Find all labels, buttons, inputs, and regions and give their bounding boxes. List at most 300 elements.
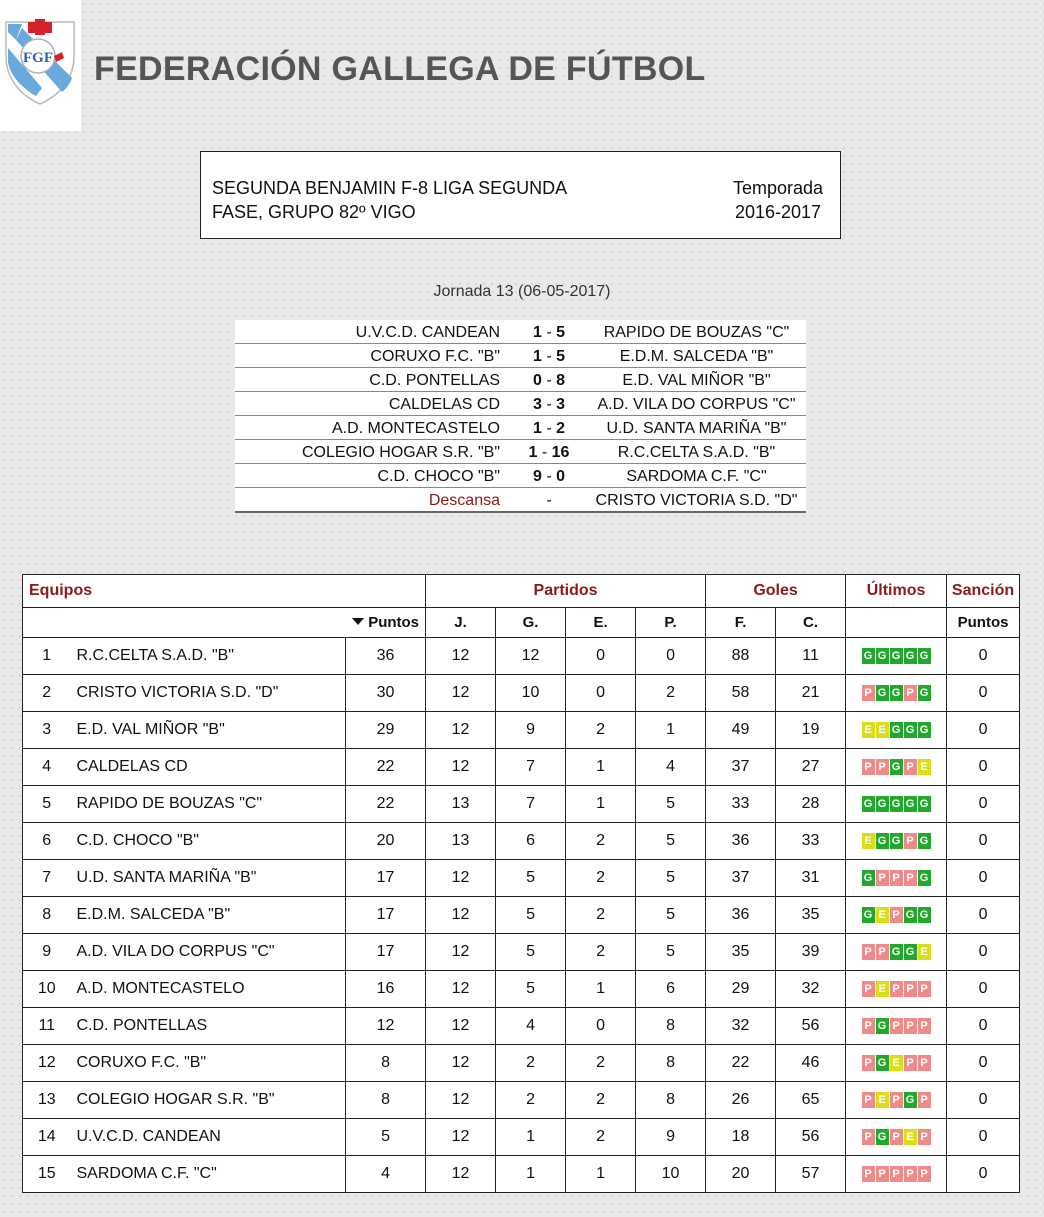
- won: 2: [496, 1045, 566, 1082]
- form-badge: P: [890, 1129, 903, 1145]
- result-row: [235, 320, 806, 344]
- recent-form: [846, 860, 947, 897]
- form-badge: P: [862, 1129, 875, 1145]
- team-name[interactable]: COLEGIO HOGAR S.R. "B": [71, 1082, 346, 1119]
- sancion-points: 0: [947, 897, 1020, 934]
- standings-table: [22, 574, 1020, 1193]
- lost: 0: [636, 638, 706, 675]
- team-name[interactable]: SARDOMA C.F. "C": [71, 1156, 346, 1193]
- form-badge: G: [876, 685, 889, 701]
- competition-name-line2: FASE, GRUPO 82º VIGO: [212, 202, 416, 222]
- points: 30: [346, 675, 426, 712]
- sancion-points: 0: [947, 860, 1020, 897]
- points: 20: [346, 823, 426, 860]
- away-goals: 2: [556, 420, 566, 437]
- won: 5: [496, 860, 566, 897]
- standings-row: [23, 638, 1020, 675]
- home-team[interactable]: U.V.C.D. CANDEAN: [355, 324, 500, 341]
- goals-against: 39: [776, 934, 846, 971]
- home-team[interactable]: CALDELAS CD: [388, 396, 500, 413]
- form-badge: P: [904, 685, 917, 701]
- away-team[interactable]: E.D.M. SALCEDA "B": [619, 348, 774, 365]
- played-col-header: J.: [426, 608, 496, 638]
- form-badge: P: [876, 870, 889, 886]
- form-badge: P: [890, 907, 903, 923]
- form-badge: P: [862, 685, 875, 701]
- home-team[interactable]: COLEGIO HOGAR S.R. "B": [301, 444, 500, 461]
- drawn: 2: [566, 897, 636, 934]
- standings-column-header: [23, 608, 1020, 638]
- match-score[interactable]: 0 - 8: [532, 372, 566, 389]
- jornada-title: Jornada 13 (06-05-2017): [433, 283, 611, 300]
- form-badge: G: [890, 759, 903, 775]
- puntos-col-label: Puntos: [368, 614, 420, 631]
- away-team[interactable]: A.D. VILA DO CORPUS "C": [597, 396, 796, 413]
- form-badge: P: [862, 981, 875, 997]
- sancion-points: 0: [947, 971, 1020, 1008]
- form-badge: E: [876, 722, 889, 738]
- standings-row: [23, 749, 1020, 786]
- goals-against: 11: [776, 638, 846, 675]
- played: 12: [426, 675, 496, 712]
- position: 5: [23, 786, 71, 823]
- standings-row: [23, 675, 1020, 712]
- away-team[interactable]: SARDOMA C.F. "C": [626, 468, 767, 485]
- recent-form: [846, 712, 947, 749]
- played: 12: [426, 1082, 496, 1119]
- lost: 5: [636, 860, 706, 897]
- home-team[interactable]: A.D. MONTECASTELO: [331, 420, 500, 437]
- points: 16: [346, 971, 426, 1008]
- team-name[interactable]: CRISTO VICTORIA S.D. "D": [71, 675, 346, 712]
- home-goals: 0: [532, 372, 542, 389]
- standings-row: [23, 860, 1020, 897]
- pos-col-header: [23, 608, 71, 638]
- form-badge: P: [918, 1055, 931, 1071]
- form-badge: P: [904, 833, 917, 849]
- team-name[interactable]: CORUXO F.C. "B": [71, 1045, 346, 1082]
- drawn: 2: [566, 934, 636, 971]
- form-badge: G: [890, 648, 903, 664]
- played: 12: [426, 1119, 496, 1156]
- competition-name: [212, 176, 642, 224]
- won: 6: [496, 823, 566, 860]
- sancion-points: 0: [947, 1156, 1020, 1193]
- recent-form: [846, 823, 947, 860]
- goals-against: 35: [776, 897, 846, 934]
- form-badge: P: [904, 1166, 917, 1182]
- home-goals: 1: [532, 324, 542, 341]
- form-badge: G: [876, 1055, 889, 1071]
- points: 5: [346, 1119, 426, 1156]
- recent-form: [846, 1082, 947, 1119]
- standings-row: [23, 786, 1020, 823]
- form-badge: G: [904, 1092, 917, 1108]
- points: 22: [346, 749, 426, 786]
- goals-for: 22: [706, 1045, 776, 1082]
- goals-for: 36: [706, 823, 776, 860]
- recent-form: [846, 749, 947, 786]
- points: 29: [346, 712, 426, 749]
- form-badge: P: [904, 1055, 917, 1071]
- position: 12: [23, 1045, 71, 1082]
- form-badge: P: [876, 1166, 889, 1182]
- form-badge: G: [876, 1129, 889, 1145]
- sancion-points: 0: [947, 934, 1020, 971]
- won: 4: [496, 1008, 566, 1045]
- form-badge: G: [904, 944, 917, 960]
- team-name[interactable]: A.D. MONTECASTELO: [71, 971, 346, 1008]
- match-score[interactable]: 1 - 5: [532, 348, 566, 365]
- team-name[interactable]: C.D. CHOCO "B": [71, 823, 346, 860]
- match-score[interactable]: 3 - 3: [532, 396, 566, 413]
- form-badge: G: [904, 722, 917, 738]
- lost: 10: [636, 1156, 706, 1193]
- federation-logo: [0, 0, 81, 131]
- lost: 8: [636, 1082, 706, 1119]
- form-badge: G: [890, 722, 903, 738]
- position: 13: [23, 1082, 71, 1119]
- home-team[interactable]: C.D. CHOCO "B": [377, 468, 500, 485]
- away-team[interactable]: RAPIDO DE BOUZAS "C": [603, 324, 790, 341]
- drawn: 0: [566, 638, 636, 675]
- team-name[interactable]: U.V.C.D. CANDEAN: [71, 1119, 346, 1156]
- season-block: [718, 176, 838, 224]
- goals-against: 32: [776, 971, 846, 1008]
- home-team[interactable]: C.D. PONTELLAS: [369, 372, 500, 389]
- sancion-points: 0: [947, 786, 1020, 823]
- goals-against: 33: [776, 823, 846, 860]
- position: 10: [23, 971, 71, 1008]
- form-badge: E: [876, 1092, 889, 1108]
- lost-col-header: P.: [636, 608, 706, 638]
- team-name[interactable]: E.D. VAL MIÑOR "B": [71, 712, 346, 749]
- goals-for: 29: [706, 971, 776, 1008]
- form-badge: G: [904, 907, 917, 923]
- goals-for: 20: [706, 1156, 776, 1193]
- form-badge: E: [890, 1055, 903, 1071]
- match-score[interactable]: 9 - 0: [532, 468, 566, 485]
- team-name[interactable]: CALDELAS CD: [71, 749, 346, 786]
- form-badge: G: [918, 685, 931, 701]
- won: 9: [496, 712, 566, 749]
- form-badge: P: [890, 1018, 903, 1034]
- lost: 2: [636, 675, 706, 712]
- standings-row: [23, 971, 1020, 1008]
- position: 9: [23, 934, 71, 971]
- form-badge: P: [918, 1018, 931, 1034]
- won: 7: [496, 749, 566, 786]
- standings-row: [23, 1082, 1020, 1119]
- form-badge: G: [862, 907, 875, 923]
- partidos-header: Partidos: [426, 575, 706, 608]
- goals-for: 33: [706, 786, 776, 823]
- result-row: [235, 344, 806, 368]
- standings-row: [23, 1156, 1020, 1193]
- points: 17: [346, 860, 426, 897]
- season-label: Temporada: [732, 178, 824, 198]
- sancion-points: 0: [947, 749, 1020, 786]
- goals-against-col-header: C.: [776, 608, 846, 638]
- sort-by-points-header[interactable]: [346, 608, 426, 638]
- lost: 1: [636, 712, 706, 749]
- recent-form: [846, 1119, 947, 1156]
- standings-row: [23, 934, 1020, 971]
- standings-row: [23, 1008, 1020, 1045]
- sancion-points: 0: [947, 823, 1020, 860]
- standings-group-header: [23, 575, 1020, 608]
- played: 13: [426, 823, 496, 860]
- lost: 5: [636, 897, 706, 934]
- form-badge: G: [862, 870, 875, 886]
- result-row: [235, 368, 806, 392]
- goals-for: 35: [706, 934, 776, 971]
- lost: 9: [636, 1119, 706, 1156]
- away-goals: 5: [556, 324, 566, 341]
- won: 1: [496, 1119, 566, 1156]
- form-badge: G: [890, 796, 903, 812]
- team-name[interactable]: RAPIDO DE BOUZAS "C": [71, 786, 346, 823]
- points: 36: [346, 638, 426, 675]
- recent-form: [846, 786, 947, 823]
- form-badge: P: [876, 944, 889, 960]
- federation-title: FEDERACIÓN GALLEGA DE FÚTBOL: [94, 50, 706, 88]
- sancion-header: Sanción: [947, 575, 1020, 608]
- sancion-points: 0: [947, 1082, 1020, 1119]
- won: 12: [496, 638, 566, 675]
- goals-against: 19: [776, 712, 846, 749]
- won: 1: [496, 1156, 566, 1193]
- recent-form: [846, 675, 947, 712]
- recent-form: [846, 638, 947, 675]
- rest-team[interactable]: CRISTO VICTORIA S.D. "D": [595, 492, 798, 509]
- played: 12: [426, 712, 496, 749]
- form-badge: P: [862, 1166, 875, 1182]
- drawn: 2: [566, 860, 636, 897]
- form-badge: P: [890, 870, 903, 886]
- goals-for: 37: [706, 860, 776, 897]
- position: 11: [23, 1008, 71, 1045]
- form-badge: E: [862, 833, 875, 849]
- rest-label: Descansa: [428, 492, 500, 509]
- form-badge: G: [918, 722, 931, 738]
- form-badge: G: [918, 833, 931, 849]
- goals-for: 58: [706, 675, 776, 712]
- recent-form: [846, 1156, 947, 1193]
- sancion-points: 0: [947, 712, 1020, 749]
- form-badge: P: [862, 759, 875, 775]
- form-badge: G: [918, 907, 931, 923]
- away-goals: 16: [551, 444, 570, 461]
- played: 12: [426, 897, 496, 934]
- goals-for: 32: [706, 1008, 776, 1045]
- standings-row: [23, 897, 1020, 934]
- won: 2: [496, 1082, 566, 1119]
- result-row: [235, 392, 806, 416]
- ultimos-header: Últimos: [846, 575, 947, 608]
- goals-for: 18: [706, 1119, 776, 1156]
- home-goals: 9: [532, 468, 542, 485]
- form-badge: G: [918, 796, 931, 812]
- team-name[interactable]: R.C.CELTA S.A.D. "B": [71, 638, 346, 675]
- form-badge: G: [862, 796, 875, 812]
- won-col-header: G.: [496, 608, 566, 638]
- played: 12: [426, 1008, 496, 1045]
- season-value: 2016-2017: [734, 202, 822, 222]
- match-score[interactable]: 1 - 2: [532, 420, 566, 437]
- away-goals: 5: [556, 348, 566, 365]
- competition-name-line1: SEGUNDA BENJAMIN F-8 LIGA SEGUNDA: [212, 178, 568, 198]
- played: 12: [426, 1156, 496, 1193]
- home-goals: 3: [532, 396, 542, 413]
- form-badge: G: [918, 870, 931, 886]
- svg-text:FGF: FGF: [23, 50, 53, 66]
- form-badge: P: [862, 944, 875, 960]
- form-badge: P: [904, 981, 917, 997]
- form-badge: P: [918, 1092, 931, 1108]
- goals-for: 49: [706, 712, 776, 749]
- form-badge: P: [890, 981, 903, 997]
- drawn: 1: [566, 786, 636, 823]
- team-col-header: [71, 608, 346, 638]
- away-team[interactable]: U.D. SANTA MARIÑA "B": [606, 420, 787, 437]
- drawn: 1: [566, 1156, 636, 1193]
- form-badge: P: [862, 1018, 875, 1034]
- lost: 5: [636, 934, 706, 971]
- form-badge: G: [876, 796, 889, 812]
- away-goals: 3: [556, 396, 566, 413]
- form-badge: P: [904, 870, 917, 886]
- recent-form: [846, 934, 947, 971]
- goles-header: Goles: [706, 575, 846, 608]
- drawn: 1: [566, 749, 636, 786]
- team-name[interactable]: A.D. VILA DO CORPUS "C": [71, 934, 346, 971]
- position: 4: [23, 749, 71, 786]
- won: 5: [496, 897, 566, 934]
- played: 12: [426, 1045, 496, 1082]
- form-badge: E: [904, 1129, 917, 1145]
- position: 1: [23, 638, 71, 675]
- lost: 5: [636, 786, 706, 823]
- drawn: 2: [566, 1045, 636, 1082]
- result-row: [235, 464, 806, 488]
- goals-against: 31: [776, 860, 846, 897]
- form-badge: G: [918, 648, 931, 664]
- won: 5: [496, 971, 566, 1008]
- home-goals: 1: [528, 444, 538, 461]
- team-name[interactable]: U.D. SANTA MARIÑA "B": [71, 860, 346, 897]
- points: 22: [346, 786, 426, 823]
- away-goals: 8: [556, 372, 566, 389]
- form-badge: E: [918, 944, 931, 960]
- goals-against: 57: [776, 1156, 846, 1193]
- results-list: [235, 320, 806, 513]
- form-badge: P: [890, 1166, 903, 1182]
- goals-against: 27: [776, 749, 846, 786]
- result-row: [235, 440, 806, 464]
- form-badge: P: [862, 1092, 875, 1108]
- standings-row: [23, 1119, 1020, 1156]
- goals-for: 26: [706, 1082, 776, 1119]
- points: 17: [346, 934, 426, 971]
- form-badge: G: [862, 648, 875, 664]
- sancion-points: 0: [947, 638, 1020, 675]
- team-name[interactable]: C.D. PONTELLAS: [71, 1008, 346, 1045]
- form-badge: P: [904, 759, 917, 775]
- lost: 8: [636, 1008, 706, 1045]
- match-score[interactable]: 1 - 16: [528, 444, 570, 461]
- form-badge: G: [904, 648, 917, 664]
- drawn: 2: [566, 712, 636, 749]
- equipos-header: Equipos: [23, 575, 426, 608]
- standings-row: [23, 1045, 1020, 1082]
- form-badge: P: [918, 1129, 931, 1145]
- played: 12: [426, 638, 496, 675]
- away-goals: 0: [556, 468, 566, 485]
- position: 15: [23, 1156, 71, 1193]
- won: 7: [496, 786, 566, 823]
- sancion-points: 0: [947, 675, 1020, 712]
- form-badge: P: [918, 981, 931, 997]
- goals-for-col-header: F.: [706, 608, 776, 638]
- recent-form: [846, 897, 947, 934]
- played: 12: [426, 860, 496, 897]
- lost: 6: [636, 971, 706, 1008]
- lost: 4: [636, 749, 706, 786]
- result-row: [235, 416, 806, 440]
- form-badge: E: [876, 907, 889, 923]
- form-badge: P: [876, 759, 889, 775]
- position: 8: [23, 897, 71, 934]
- won: 5: [496, 934, 566, 971]
- team-name[interactable]: E.D.M. SALCEDA "B": [71, 897, 346, 934]
- position: 14: [23, 1119, 71, 1156]
- sort-down-icon: [352, 618, 364, 625]
- points: 8: [346, 1045, 426, 1082]
- form-badge: P: [862, 1055, 875, 1071]
- drawn: 2: [566, 1119, 636, 1156]
- form-badge: P: [904, 1018, 917, 1034]
- points: 8: [346, 1082, 426, 1119]
- home-team[interactable]: CORUXO F.C. "B": [370, 348, 500, 365]
- recent-form: [846, 1045, 947, 1082]
- form-badge: G: [890, 685, 903, 701]
- form-badge: P: [890, 1092, 903, 1108]
- away-team[interactable]: E.D. VAL MIÑOR "B": [622, 372, 771, 389]
- goals-for: 37: [706, 749, 776, 786]
- drawn: 2: [566, 1082, 636, 1119]
- sancion-points: 0: [947, 1119, 1020, 1156]
- lost: 5: [636, 823, 706, 860]
- form-badge: G: [904, 796, 917, 812]
- form-col-header: [846, 608, 947, 638]
- goals-against: 56: [776, 1008, 846, 1045]
- drawn: 2: [566, 823, 636, 860]
- form-badge: E: [918, 759, 931, 775]
- goals-against: 21: [776, 675, 846, 712]
- played: 13: [426, 786, 496, 823]
- form-badge: G: [876, 1018, 889, 1034]
- points: 4: [346, 1156, 426, 1193]
- away-team[interactable]: R.C.CELTA S.A.D. "B": [617, 444, 776, 461]
- rest-row: [235, 488, 806, 513]
- form-badge: P: [918, 1166, 931, 1182]
- goals-against: 65: [776, 1082, 846, 1119]
- form-badge: G: [876, 648, 889, 664]
- competition-info-box: [200, 151, 841, 239]
- played: 12: [426, 971, 496, 1008]
- match-score[interactable]: 1 - 5: [532, 324, 566, 341]
